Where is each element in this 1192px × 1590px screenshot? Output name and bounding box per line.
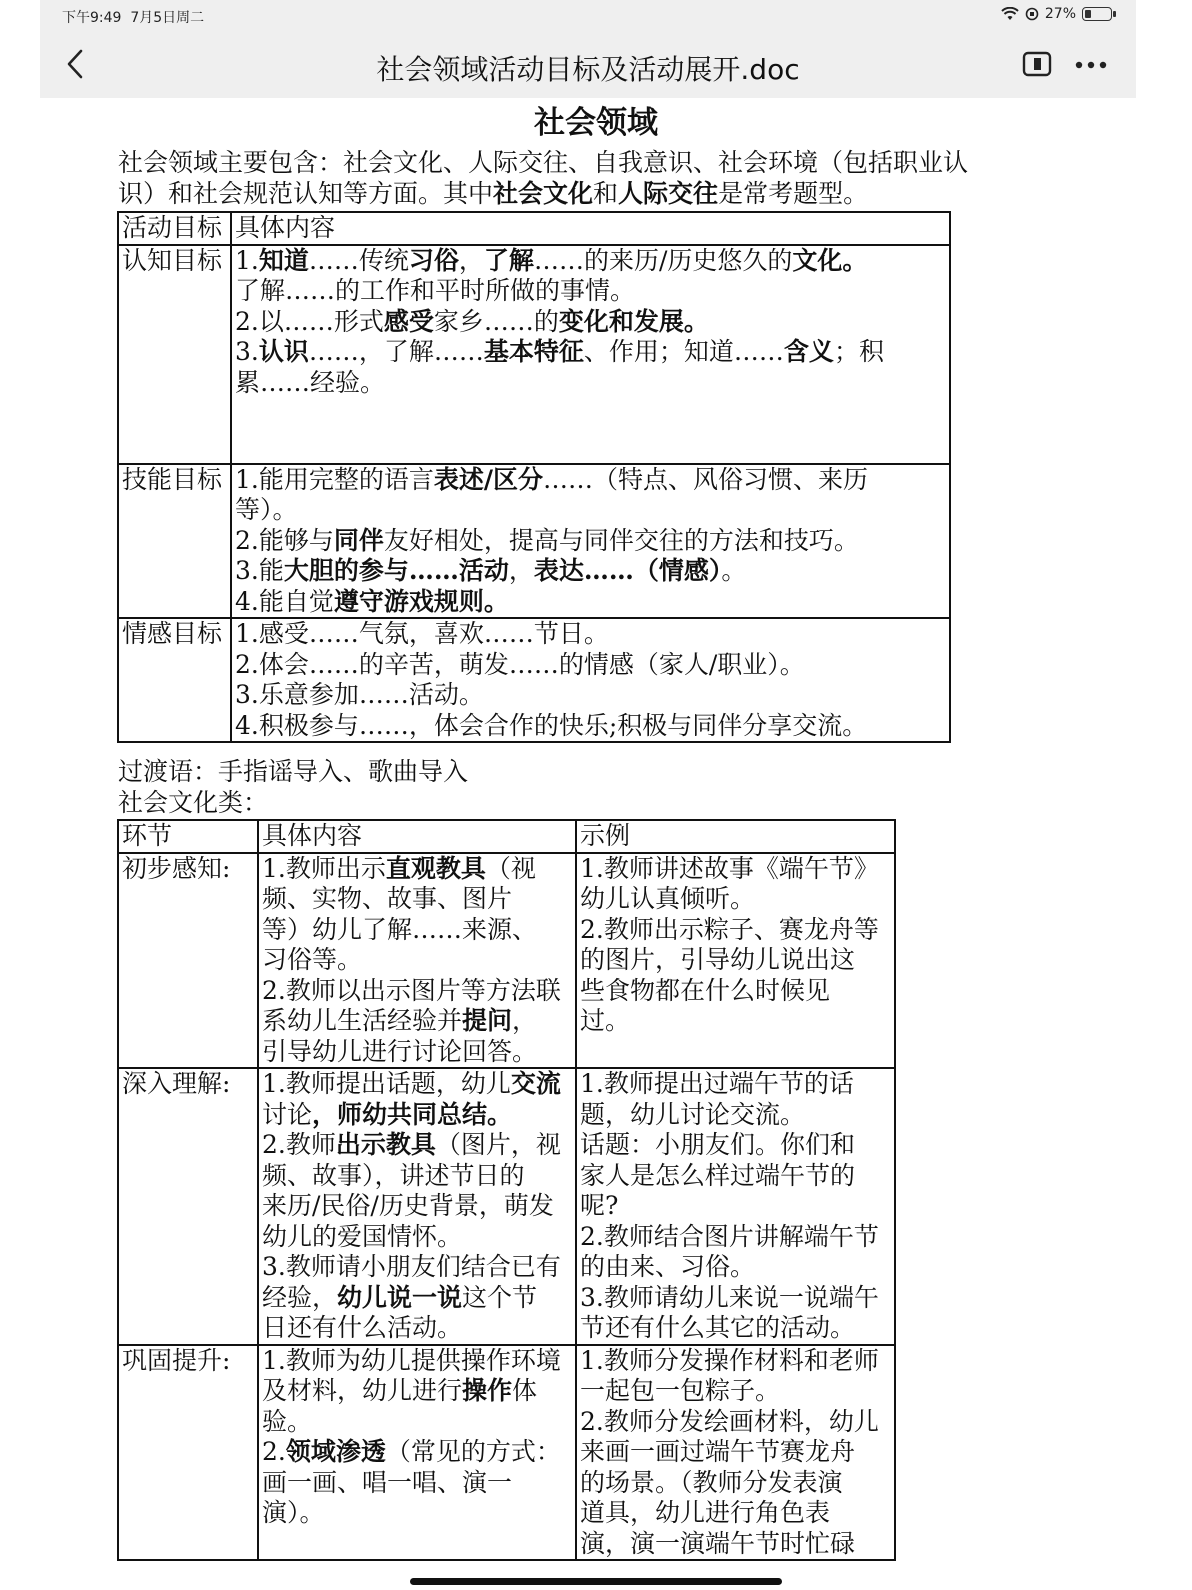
document-page[interactable] xyxy=(0,98,1192,1590)
example-line: 一起包一包粽子。 xyxy=(580,1376,781,1405)
table-header-cell: 环节 xyxy=(118,820,258,853)
cell-line: 日还有什么活动。 xyxy=(262,1313,463,1342)
perceive-example xyxy=(576,853,895,1069)
table-header-cell: 具体内容 xyxy=(258,820,576,853)
example-line: 道具，幼儿进行角色表 xyxy=(580,1498,831,1527)
wifi-icon xyxy=(1001,7,1019,21)
cell-line: 等）幼儿了解……来源、 xyxy=(262,914,538,944)
goals-table xyxy=(117,211,951,743)
culture-table xyxy=(117,819,896,1561)
cell-line: 及材料，幼儿进行操作体 xyxy=(262,1376,538,1405)
example-line: 家人是怎么样过端午节的 xyxy=(580,1160,856,1190)
cognitive-content: 1.知道……传统习俗，了解……的来历/历史悠久的文化。 了解……的工作和平时所做的事情。 2.以……形式感受家乡……的变化和发展。 3.认识……，了解……基本特征、作用；知道……含义；积 累……经验。 xyxy=(231,245,950,464)
example-line: 2.教师出示粽子、赛龙舟等 xyxy=(580,914,879,944)
table-header-cell: 活动目标 xyxy=(118,212,231,245)
doc-heading: 社会领域 xyxy=(534,105,658,141)
example-line: 来画一画过端午节赛龙舟 xyxy=(580,1437,856,1466)
example-line: 的由来、习俗。 xyxy=(580,1252,756,1281)
understand-content xyxy=(258,1068,576,1345)
cell-line: 3.教师请小朋友们结合已有 xyxy=(262,1252,561,1281)
table-row xyxy=(118,464,950,619)
example-line: 的图片，引导幼儿说出这 xyxy=(580,945,856,974)
table-row xyxy=(118,820,895,853)
table-row xyxy=(118,245,950,464)
battery-fill xyxy=(1085,10,1091,18)
example-line: 过。 xyxy=(580,1006,631,1035)
cell-line: 幼儿的爱国情怀。 xyxy=(262,1221,463,1251)
document-title: 社会领域活动目标及活动展开.doc xyxy=(376,53,800,86)
table-header-cell: 具体内容 xyxy=(231,212,950,245)
example-line: 2.教师结合图片讲解端午节 xyxy=(580,1221,879,1251)
table-row xyxy=(118,618,950,742)
cell-line: 1.教师为幼儿提供操作环境 xyxy=(262,1345,561,1375)
cell-line: 1.教师提出话题，幼儿交流 xyxy=(262,1069,561,1098)
status-time: 下午9:49 7月5日周二 xyxy=(62,10,205,26)
consolidate-content xyxy=(258,1345,576,1561)
table-row xyxy=(118,1345,895,1561)
status-right xyxy=(1001,6,1112,22)
example-line: 的场景。（教师分发表演 xyxy=(580,1467,843,1497)
table-row xyxy=(118,1068,895,1345)
example-line: 呢? xyxy=(580,1191,619,1220)
home-indicator[interactable] xyxy=(410,1578,782,1585)
example-line: 话题：小朋友们。你们和 xyxy=(580,1130,856,1159)
cell-line: 2.领域渗透（常见的方式： xyxy=(262,1437,561,1466)
row-label-consolidate: 巩固提升: xyxy=(118,1345,258,1561)
cell-line: 2.教师出示教具（图片，视 xyxy=(262,1130,561,1159)
understand-example xyxy=(576,1068,895,1345)
nav-bar xyxy=(40,30,1136,98)
orientation-lock-icon xyxy=(1025,7,1039,21)
cell-line: 演）。 xyxy=(262,1498,325,1527)
cell-line: 系幼儿生活经验并提问， xyxy=(262,1006,538,1035)
row-label-perceive: 初步感知: xyxy=(118,853,258,1069)
culture-heading: 社会文化类： xyxy=(118,788,269,817)
skill-content: 1.能用完整的语言表述/区分……（特点、风俗习惯、来历 等）。 2.能够与同伴友好相处，提高与同伴交往的方法和技巧。 3.能大胆的参与……活动，表达……（情感）。 4.能自觉遵守游戏规则。 xyxy=(231,464,950,619)
example-line: 3.教师请幼儿来说一说端午 xyxy=(580,1282,879,1312)
example-line: 1.教师讲述故事《端午节》 xyxy=(580,853,879,883)
intro-line-1: 社会领域主要包含：社会文化、人际交往、自我意识、社会环境（包括职业认 xyxy=(118,148,969,177)
intro-line-2: 识）和社会规范认知等方面。其中社会文化和人际交往是常考题型。 xyxy=(118,178,869,208)
row-label-skill: 技能目标 xyxy=(118,464,231,619)
example-line: 节还有什么其它的活动。 xyxy=(580,1313,856,1342)
battery-icon xyxy=(1082,7,1112,21)
emotion-content: 1.感受……气氛，喜欢……节日。 2.体会……的辛苦，萌发……的情感（家人/职业）。 3.乐意参加……活动。 4.积极参与……，体会合作的快乐;积极与同伴分享交流。 xyxy=(231,618,950,742)
row-label-emotion: 情感目标 xyxy=(118,618,231,742)
cell-line: 习俗等。 xyxy=(262,945,363,974)
example-line: 幼儿认真倾听。 xyxy=(580,884,756,913)
row-label-cognitive: 认知目标 xyxy=(118,245,231,464)
row-label-understand: 深入理解: xyxy=(118,1068,258,1345)
consolidate-example xyxy=(576,1345,895,1561)
perceive-content xyxy=(258,853,576,1069)
status-bar xyxy=(40,0,1136,30)
example-line: 题，幼儿讨论交流。 xyxy=(580,1099,806,1129)
intro-paragraph xyxy=(118,148,1038,209)
cell-line: 画一画、唱一唱、演一 xyxy=(262,1467,513,1497)
cell-line: 1.教师出示直观教具（视 xyxy=(262,853,536,883)
more-dots-icon[interactable] xyxy=(1074,60,1108,70)
cell-line: 频、故事），讲述节日的 xyxy=(262,1160,525,1190)
example-line: 1.教师分发操作材料和老师 xyxy=(580,1345,879,1375)
example-line: 1.教师提出过端午节的话 xyxy=(580,1069,854,1098)
reader-mode-icon[interactable] xyxy=(1022,51,1052,77)
cell-line: 讨论，师幼共同总结。 xyxy=(262,1099,513,1129)
table-row xyxy=(118,853,895,1069)
cell-line: 验。 xyxy=(262,1406,313,1436)
cell-line: 2.教师以出示图片等方法联 xyxy=(262,975,561,1005)
example-line: 2.教师分发绘画材料，幼儿 xyxy=(580,1406,879,1436)
cell-line: 频、实物、故事、图片 xyxy=(262,884,513,913)
battery-percent: 27% xyxy=(1044,6,1076,22)
table-row xyxy=(118,212,950,245)
cell-line: 引导幼儿进行讨论回答。 xyxy=(262,1036,538,1066)
example-line: 些食物都在什么时候见 xyxy=(580,975,831,1005)
transition-text: 过渡语：手指谣导入、歌曲导入 xyxy=(118,757,469,786)
cell-line: 来历/民俗/历史背景，萌发 xyxy=(262,1191,554,1220)
table-header-cell: 示例 xyxy=(576,820,895,853)
cell-line: 经验，幼儿说一说这个节 xyxy=(262,1282,538,1312)
example-line: 演，演一演端午节时忙碌 xyxy=(580,1528,856,1558)
